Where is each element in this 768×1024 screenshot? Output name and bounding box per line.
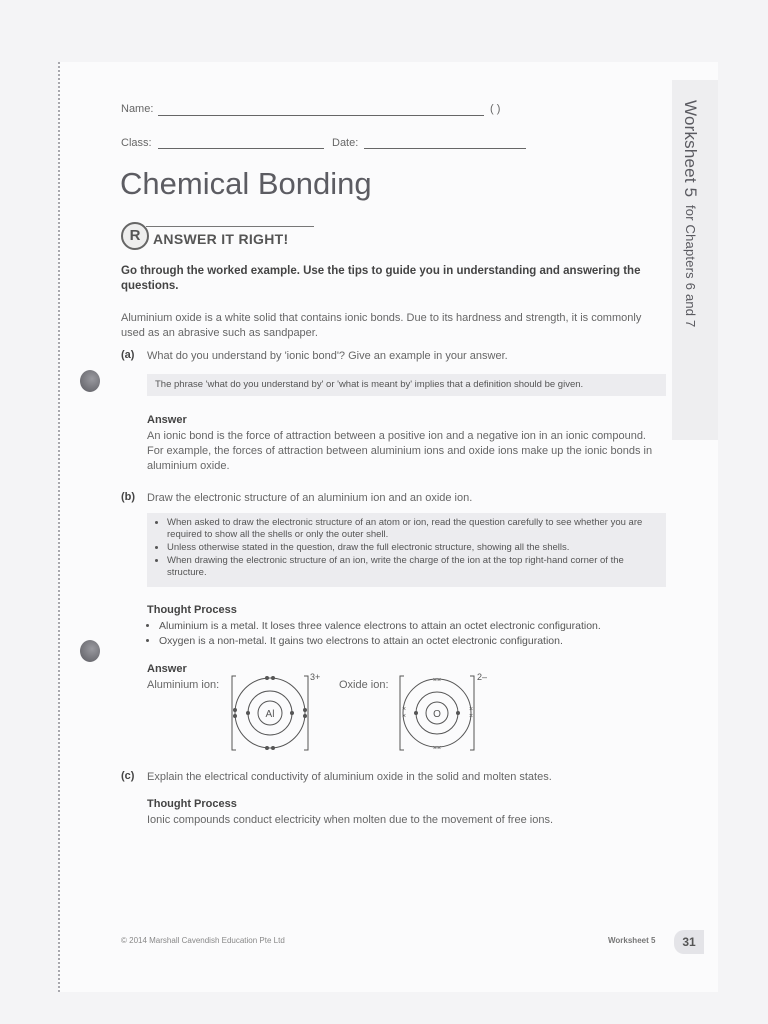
- tip-box-b: [147, 513, 666, 587]
- thought-b-list: [147, 619, 672, 649]
- side-tab-chapters: for Chapters 6 and 7: [683, 204, 698, 328]
- question-b-label: (b): [121, 491, 136, 503]
- svg-text:×: ×: [468, 713, 474, 720]
- register-number-paren: ( ): [490, 103, 501, 115]
- al-symbol: Al: [265, 709, 275, 720]
- question-a-label: (a): [121, 349, 135, 361]
- svg-text:×: ×: [468, 706, 474, 713]
- date-field[interactable]: [364, 148, 526, 149]
- question-b-text: Draw the electronic structure of an aluminium ion and an oxide ion.: [147, 492, 473, 504]
- thought-b-heading: Thought Process: [147, 604, 237, 616]
- instructions: Go through the worked example. Use the tips to guide you in understanding and answering the questions.: [121, 265, 641, 292]
- thought-c-text: Ionic compounds conduct electricity when molten due to the movement of free ions.: [147, 814, 553, 826]
- oxide-ion-label: Oxide ion:: [339, 679, 389, 691]
- question-c-text: Explain the electrical conductivity of aluminium oxide in the solid and molten states.: [147, 771, 552, 783]
- answer-a-heading: Answer: [147, 414, 187, 426]
- banner-rule: [146, 226, 314, 227]
- thought-b-item: • Oxygen is a non-metal. It gains two electrons to attain an octet electronic configuration.: [159, 634, 672, 649]
- side-tab-worksheet: Worksheet 5: [681, 100, 700, 198]
- tip-b-item: • When drawing the electronic structure of an ion, write the charge of the ion at the top right-hand corner of the structure.: [167, 555, 660, 579]
- question-a-text: What do you understand by 'ionic bond'? Give an example in your answer.: [147, 350, 508, 362]
- class-field[interactable]: [158, 148, 324, 149]
- o-charge: 2–: [477, 672, 488, 682]
- tip-a-text: The phrase 'what do you understand by' or 'what is meant by' implies that a definition should be given.: [155, 379, 584, 390]
- tip-b-item: • Unless otherwise stated in the question, draw the full electronic structure, showing all the shells.: [167, 542, 660, 554]
- tip-box-a: [147, 374, 666, 396]
- aluminium-ion-label: Aluminium ion:: [147, 679, 220, 691]
- footer-worksheet: Worksheet 5: [608, 936, 656, 945]
- copyright: © 2014 Marshall Cavendish Education Pte Ltd: [121, 936, 285, 945]
- class-label: Class:: [121, 137, 152, 149]
- binding-edge: [58, 62, 64, 992]
- svg-text:××: ××: [432, 677, 442, 684]
- oxide-ion-diagram: [396, 670, 496, 756]
- svg-text:×: ×: [401, 706, 407, 713]
- answer-a-text: An ionic bond is the force of attraction between a positive ion and a negative ion in an ionic compound. For example, the forces of attraction between aluminium ions and oxide ions make up the ionic bonds in aluminium oxide.: [147, 430, 653, 472]
- al-charge: 3+: [310, 672, 321, 682]
- punch-hole-upper: [80, 370, 100, 392]
- o-symbol: O: [433, 709, 441, 720]
- thought-b-item: • Aluminium is a metal. It loses three valence electrons to attain an octet electronic configuration.: [159, 619, 672, 634]
- punch-hole-lower: [80, 640, 100, 662]
- answer-it-right-banner: ANSWER IT RIGHT!: [153, 231, 289, 247]
- name-field[interactable]: [158, 115, 484, 116]
- question-c-label: (c): [121, 770, 135, 782]
- svg-text:×: ×: [401, 713, 407, 720]
- page-number: 31: [674, 930, 704, 954]
- thought-c-heading: Thought Process: [147, 798, 237, 810]
- name-label: Name:: [121, 103, 154, 115]
- side-tab-text: [680, 100, 700, 327]
- tip-b-item: • When asked to draw the electronic structure of an atom or ion, read the question carefully to see whether you are required to show all the shells or only the outer shell.: [167, 517, 660, 541]
- svg-text:××: ××: [432, 745, 442, 752]
- answer-it-right-logo-icon: R: [121, 222, 149, 250]
- answer-b-heading: Answer: [147, 663, 187, 675]
- page-title: Chemical Bonding: [120, 166, 372, 201]
- date-label: Date:: [332, 137, 359, 149]
- aluminium-ion-diagram: [228, 670, 328, 756]
- intro-paragraph: Aluminium oxide is a white solid that contains ionic bonds. Due to its hardness and strength, it is commonly used as an abrasive such as sandpaper.: [121, 312, 642, 339]
